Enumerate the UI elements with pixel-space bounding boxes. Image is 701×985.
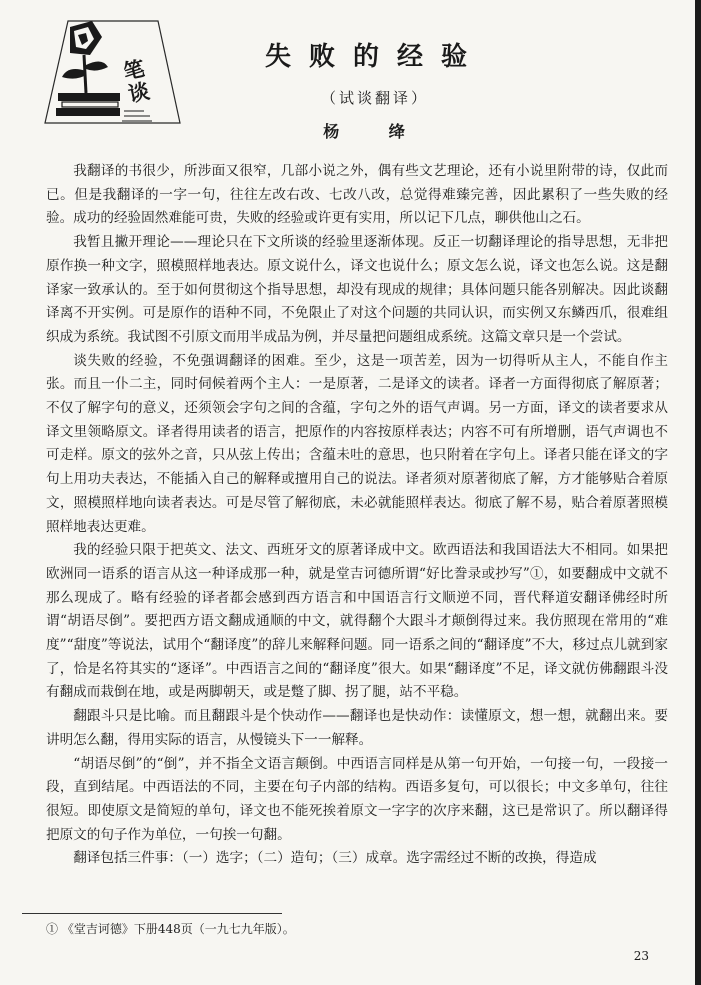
- article-title: 失败的经验: [264, 42, 485, 72]
- page-number: 23: [633, 949, 649, 963]
- rose-books-icon: [40, 15, 185, 130]
- paragraph: “胡语尽倒”的“倒”，并不指全文语言颠倒。中西语言同样是从第一句开始，一句接一句，一段接一段，直到结尾。中西语法的不同，主要在句子内部的结构。西语多复句，可以很长；中文多单句，往往很短。即使原文是简短的单句，译文也不能死挨着原文一字字的次序来翻，这已是常识了。所以翻译得把原文的句子作为单位，一句挨一句翻。: [46, 755, 668, 843]
- article-body: [46, 160, 668, 871]
- page-edge: [695, 0, 701, 985]
- paragraph: 我翻译的书很少，所涉面又很窄，几部小说之外，偶有些文艺理论，还有小说里附带的诗，仅此而已。但是我翻译的一字一句，往往左改右改、七改八改，总觉得难臻完善，因此累积了一些失败的经验。成功的经验固然难能可贵，失败的经验或许更有实用，所以记下几点，聊供他山之石。: [46, 163, 668, 227]
- logo-text: 笔谈: [121, 56, 152, 107]
- footnote: ① 《堂吉诃德》下册448页（一九七九年版）。: [46, 922, 295, 936]
- paragraph: 翻跟斗只是比喻。而且翻跟斗是个快动作——翻译也是快动作：读懂原文，想一想，就翻出来。要讲明怎么翻，得用实际的语言，从慢镜头下一一解释。: [46, 708, 668, 748]
- paragraph: 我的经验只限于把英文、法文、西班牙文的原著译成中文。欧西语法和我国语法大不相同。如果把欧洲同一语系的语言从这一种译成那一种，就是堂吉诃德所谓“好比誊录或抄写”①，如要翻成中文就不那么现成了。略有经验的译者都会感到西方语言和中国语言行文顺逆不同，晋代释道安翻译佛经时所谓“胡语尽倒”。要把西方语文翻成通顺的中文，就得翻个大跟斗才颠倒得过来。我仿照现在常用的“难度”“甜度”等说法，试用个“翻译度”的辞儿来解释问题。同一语系之间的“翻译度”不大，移过点儿就到家了，恰是名符其实的“逐译”。中西语言之间的“翻译度”很大。如果“翻译度”不足，译文就仿佛翻跟斗没有翻成而栽倒在地，或是两脚朝天，或是蹩了脚、拐了腿，站不平稳。: [46, 542, 668, 701]
- paragraph: 我暂且撇开理论——理论只在下文所谈的经验里逐渐体现。反正一切翻译理论的指导思想，无非把原作换一种文字，照模照样地表达。原文说什么，译文也说什么；原文怎么说，译文也怎么说。这是翻译家一致承认的。至于如何贯彻这个指导思想，却没有现成的规律；具体问题只能各别解决。因此谈翻译离不开实例。可是原作的语种不同，不免限止了对这个问题的共同认识，而实例又东鳞西爪，很难组织成为系统。我试图不引原文而用半成品为例，并尽量把问题组成系统。这篇文章只是一个尝试。: [46, 234, 668, 345]
- footnote-divider: [22, 913, 282, 914]
- paragraph: 谈失败的经验，不免强调翻译的困难。至少，这是一项苦差，因为一切得听从主人，不能自作主张。而且一仆二主，同时伺候着两个主人：一是原著，二是译文的读者。译者一方面得彻底了解原著；不仅了解字句的意义，还须领会字句之间的含蕴，字句之外的语气声调。另一方面，译文的读者要求从译文里领略原文。译者得用读者的语言，把原作的内容按原样表达；内容不可有所增删，语气声调也不可走样。原文的弦外之音，只从弦上传出；含蕴未吐的意思，也只附着在字句上。译者只能在译文的字句上用功夫表达，不能插入自己的解释或擅用自己的说法。译者须对原著彻底了解，方才能够贴合着原文，照模照样地向读者表达。可是尽管了解彻底，未必就能照样表达。彻底了解不易，贴合着原著照模照样地表达更难。: [46, 352, 668, 535]
- column-logo: [40, 15, 185, 130]
- article-subtitle: （试谈翻译）: [320, 89, 429, 107]
- author-name: 杨 绛: [323, 122, 427, 141]
- paragraph: 翻译包括三件事：（一）选字；（二）造句；（三）成章。选字需经过不断的改换，得造成: [73, 850, 597, 867]
